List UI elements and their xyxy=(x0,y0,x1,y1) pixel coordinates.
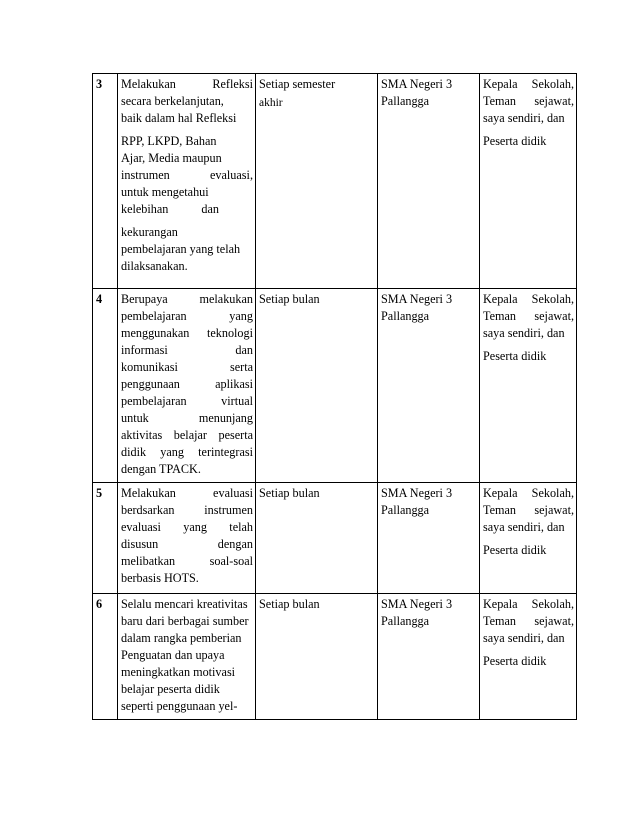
activity-line: seperti penggunaan yel- xyxy=(121,699,238,713)
participants-extra: Peserta didik xyxy=(483,654,547,668)
row-number: 3 xyxy=(93,74,118,289)
time-line: Setiap bulan xyxy=(259,292,320,306)
activity-line: berbasis HOTS. xyxy=(121,571,199,585)
participants-extra: Peserta didik xyxy=(483,349,547,363)
participants-line: Teman sejawat, xyxy=(483,309,574,323)
participants-line: Kepala Sekolah, xyxy=(483,292,574,306)
activity-line: pembelajaran virtual xyxy=(121,394,253,408)
activity-line: dalam rangka pemberian xyxy=(121,631,242,645)
activity-line: komunikasi serta xyxy=(121,360,253,374)
activity-cell xyxy=(118,483,256,594)
participants-line: Kepala Sekolah, xyxy=(483,77,574,91)
activity-line: berdsarkan instrumen xyxy=(121,503,253,517)
time-line: Setiap bulan xyxy=(259,597,320,611)
place-cell: SMA Negeri 3 Pallangga xyxy=(378,483,480,594)
participants-line: Kepala Sekolah, xyxy=(483,597,574,611)
activity-line: kekurangan xyxy=(121,225,178,239)
activity-line: Ajar, Media maupun xyxy=(121,151,222,165)
time-cell xyxy=(256,594,378,720)
activity-line: informasi dan xyxy=(121,343,253,357)
participants-line: saya sendiri, dan xyxy=(483,111,565,125)
place-cell: SMA Negeri 3 Pallangga xyxy=(378,74,480,289)
time-line: Setiap semester xyxy=(259,77,336,91)
activity-line: pembelajaran yang xyxy=(121,309,253,323)
participants-extra: Peserta didik xyxy=(483,134,547,148)
time-line: Setiap bulan xyxy=(259,486,320,500)
time-line: akhir xyxy=(259,97,283,109)
participants-cell xyxy=(480,483,577,594)
activity-line: menggunakan teknologi xyxy=(121,326,253,340)
activity-cell xyxy=(118,74,256,289)
row-number: 5 xyxy=(93,483,118,594)
participants-line: Kepala Sekolah, xyxy=(483,486,574,500)
activity-cell xyxy=(118,289,256,483)
participants-cell xyxy=(480,594,577,720)
table-row xyxy=(93,289,577,483)
participants-cell xyxy=(480,74,577,289)
activity-line: pembelajaran yang telah xyxy=(121,242,241,256)
activity-line: belajar peserta didik xyxy=(121,682,220,696)
place-cell: SMA Negeri 3 Pallangga xyxy=(378,289,480,483)
activity-line: dilaksanakan. xyxy=(121,259,188,273)
activity-line: evaluasi yang telah xyxy=(121,520,253,534)
activity-line: Melakukan Refleksi xyxy=(121,77,253,91)
activity-line: Melakukan evaluasi xyxy=(121,486,253,500)
activity-line: baru dari berbagai sumber xyxy=(121,614,249,628)
activity-line: RPP, LKPD, Bahan xyxy=(121,134,217,148)
participants-line: saya sendiri, dan xyxy=(483,326,565,340)
table-row xyxy=(93,483,577,594)
place-cell: SMA Negeri 3 Pallangga xyxy=(378,594,480,720)
participants-line: saya sendiri, dan xyxy=(483,520,565,534)
time-cell xyxy=(256,483,378,594)
activity-line: Berupaya melakukan xyxy=(121,292,253,306)
activity-line: baik dalam hal Refleksi xyxy=(121,111,237,125)
activity-line: meningkatkan motivasi xyxy=(121,665,236,679)
table-row xyxy=(93,74,577,289)
row-number: 6 xyxy=(93,594,118,720)
participants-line: Teman sejawat, xyxy=(483,614,574,628)
activity-cell xyxy=(118,594,256,720)
participants-cell xyxy=(480,289,577,483)
participants-line: saya sendiri, dan xyxy=(483,631,565,645)
time-cell xyxy=(256,74,378,289)
activity-line: Selalu mencari kreativitas xyxy=(121,597,248,611)
activity-line: instrumen evaluasi, xyxy=(121,168,253,182)
activity-line: aktivitas belajar peserta xyxy=(121,428,253,442)
activity-line: dengan TPACK. xyxy=(121,462,201,476)
participants-line: Teman sejawat, xyxy=(483,94,574,108)
row-number: 4 xyxy=(93,289,118,483)
time-cell xyxy=(256,289,378,483)
activity-line: penggunaan aplikasi xyxy=(121,377,253,391)
activity-line: didik yang terintegrasi xyxy=(121,445,253,459)
table-row xyxy=(93,594,577,720)
activity-line: disusun dengan xyxy=(121,537,253,551)
participants-line: Teman sejawat, xyxy=(483,503,574,517)
activity-line: untuk menunjang xyxy=(121,411,253,425)
activity-line: Penguatan dan upaya xyxy=(121,648,225,662)
activity-line: untuk mengetahui xyxy=(121,185,209,199)
activity-line: melibatkan soal-soal xyxy=(121,554,253,568)
activity-plan-table xyxy=(92,73,577,720)
activity-line: secara berkelanjutan, xyxy=(121,94,224,108)
activity-line: kelebihan dan xyxy=(121,202,220,216)
participants-extra: Peserta didik xyxy=(483,543,547,557)
